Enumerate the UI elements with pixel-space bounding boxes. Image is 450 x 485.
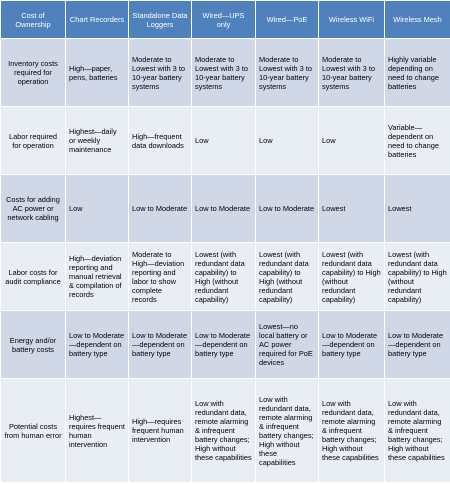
row-label-inventory-costs: Inventory costs required for operation: [1, 39, 66, 107]
column-header-wired-poe: Wired—PoE: [256, 1, 319, 39]
table-cell: Highest—requires frequent human intervention: [66, 379, 129, 483]
table-cell: Low to Moderate: [192, 175, 256, 243]
table-cell: Low to Moderate—dependent on battery type: [385, 311, 450, 379]
table-cell: Lowest (with redundant data capability) to High (without redundant capability): [192, 243, 256, 311]
row-label-ac-power-cabling-costs: Costs for adding AC power or network cabling: [1, 175, 66, 243]
row-label-human-error-costs: Potential costs from human error: [1, 379, 66, 483]
row-label-labor-required: Labor required for operation: [1, 107, 66, 175]
table-cell: Low to Moderate—dependent on battery type: [192, 311, 256, 379]
column-header-chart-recorders: Chart Recorders: [66, 1, 129, 39]
row-label-energy-battery-costs: Energy and/or battery costs: [1, 311, 66, 379]
table-cell: Variable—dependent on need to change batteries: [385, 107, 450, 175]
table-cell: Low to Moderate—dependent on battery type: [319, 311, 385, 379]
table-row: [1, 107, 450, 175]
table-cell: Moderate to Lowest with 3 to 10-year battery systems: [192, 39, 256, 107]
table-cell: Low: [319, 107, 385, 175]
column-header-cost-of-ownership: Cost of Ownership: [1, 1, 66, 39]
table-cell: Lowest—no local battery or AC power required for PoE devices: [256, 311, 319, 379]
table-cell: Lowest (with redundant data capability) to High (without redundant capability): [385, 243, 450, 311]
row-label-audit-compliance-labor: Labor costs for audit compliance: [1, 243, 66, 311]
table-cell: High—deviation reporting and manual retrieval & compilation of records: [66, 243, 129, 311]
table-cell: Low with redundant data, remote alarming & infrequent battery changes; High without these capabilities: [256, 379, 319, 483]
table-cell: Lowest: [385, 175, 450, 243]
table-cell: Low: [66, 175, 129, 243]
table-cell: High—requires frequent human intervention: [129, 379, 192, 483]
table-cell: Moderate to Lowest with 3 to 10-year battery systems: [256, 39, 319, 107]
column-header-wireless-mesh: Wireless Mesh: [385, 1, 450, 39]
table-cell: Lowest (with redundant data capability) to High (without redundant capability): [256, 243, 319, 311]
table-cell: Low to Moderate—dependent on battery type: [129, 311, 192, 379]
column-header-wireless-wifi: Wireless WiFi: [319, 1, 385, 39]
table-cell: High—paper, pens, batteries: [66, 39, 129, 107]
table-cell: Low: [256, 107, 319, 175]
table-row: [1, 379, 450, 483]
table-cell: Low to Moderate: [256, 175, 319, 243]
column-header-standalone-data-loggers: Standalone Data Loggers: [129, 1, 192, 39]
table-cell: High—frequent data downloads: [129, 107, 192, 175]
column-header-wired-ups-only: Wired—UPS only: [192, 1, 256, 39]
table-cell: Low to Moderate—dependent on battery type: [66, 311, 129, 379]
table-row: [1, 175, 450, 243]
table-cell: Moderate to Lowest with 3 to 10-year battery systems: [129, 39, 192, 107]
table-row: [1, 39, 450, 107]
table-cell: Moderate to Lowest with 3 to 10-year battery systems: [319, 39, 385, 107]
table-row: [1, 311, 450, 379]
table-cell: Low with redundant data, remote alarming & infrequent battery changes; High without these capabilities: [385, 379, 450, 483]
table-cell: Low to Moderate: [129, 175, 192, 243]
table-header-row: [1, 1, 450, 39]
table-cell: Low: [192, 107, 256, 175]
table-cell: Lowest (with redundant data capability) to High (without redundant capability): [319, 243, 385, 311]
table-cell: Low with redundant data, remote alarming & infrequent battery changes; High without these capabilities: [319, 379, 385, 483]
table-cell: Highest—daily or weekly maintenance: [66, 107, 129, 175]
table-row: [1, 243, 450, 311]
table-cell: Low with redundant data, remote alarming & infrequent battery changes; High without these capabilities: [192, 379, 256, 483]
table-cell: Lowest: [319, 175, 385, 243]
table-cell: Moderate to High—deviation reporting and labor to show complete records: [129, 243, 192, 311]
table-cell: Highly variable depending on need to change batteries: [385, 39, 450, 107]
